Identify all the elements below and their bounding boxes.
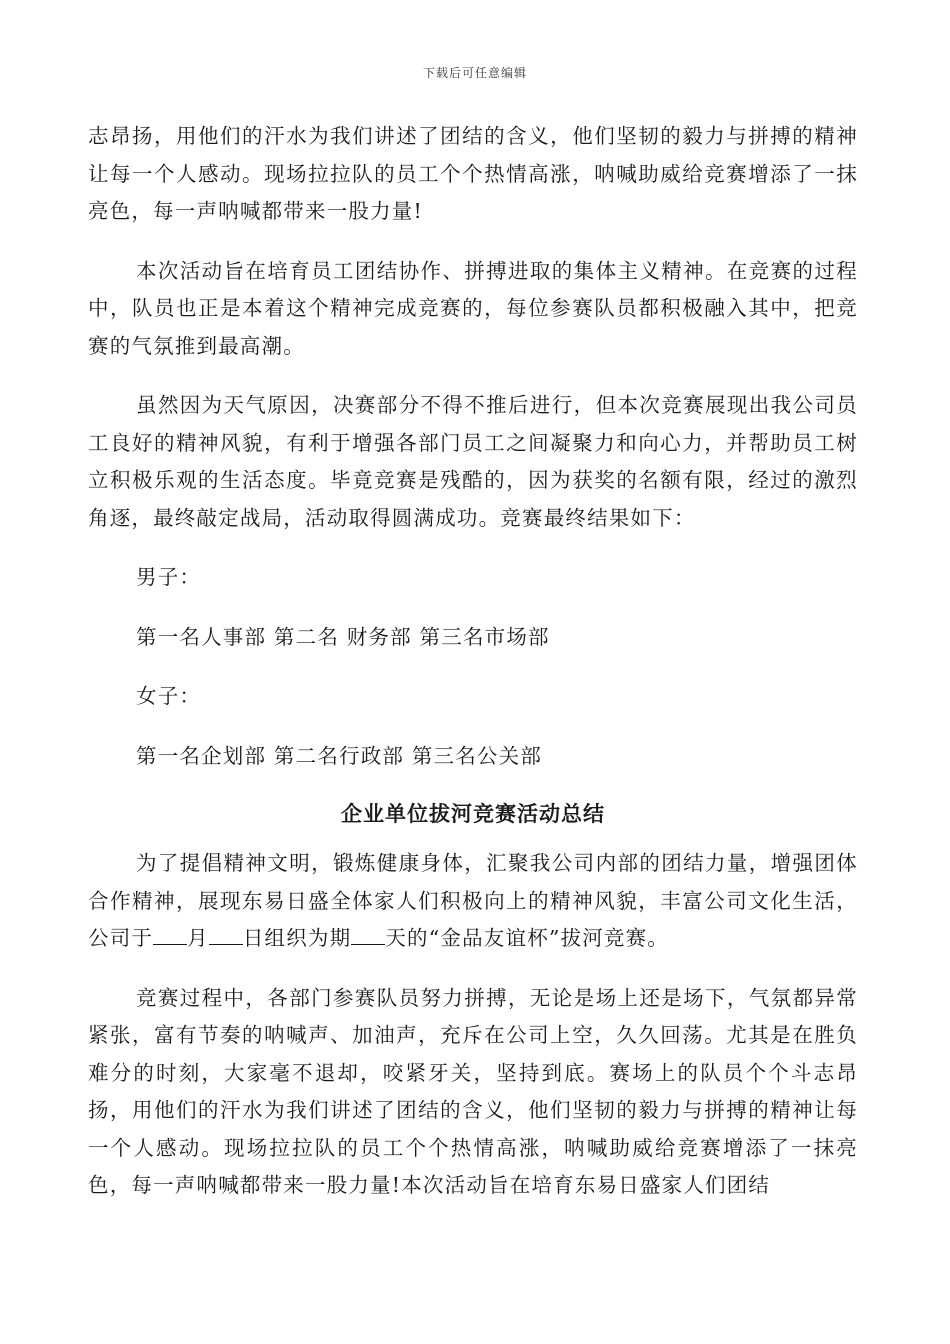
day-text: 日组织为期 (242, 926, 352, 950)
intro-text-end: 天的“金品友谊杯”拔河竞赛。 (385, 926, 670, 950)
month-blank (153, 924, 187, 945)
paragraph-continuation: 志昂扬，用他们的汗水为我们讲述了团结的含义，他们坚韧的毅力与拼搏的精神让每一个人感动。现场拉拉队的员工个个热情高涨，呐喊助威给竞赛增添了一抹亮色，每一声呐喊都带来一股力量! (88, 124, 858, 223)
duration-blank (351, 924, 385, 945)
paragraph-intro (88, 845, 858, 958)
men-label: 男子： (136, 565, 202, 589)
women-label: 女子： (136, 684, 202, 708)
women-results: 第一名企划部 第二名行政部 第三名公关部 (136, 743, 543, 768)
document-body (88, 118, 858, 1227)
page-header-note: 下载后可任意编辑 (422, 66, 527, 80)
paragraph-activity-purpose: 本次活动旨在培育员工团结协作、拼搏进取的集体主义精神。在竞赛的过程中，队员也正是本着这个精神完成竞赛的，每位参赛队员都积极融入其中，把竞赛的气氛推到最高潮。 (88, 258, 858, 358)
section-title: 企业单位拔河竞赛活动总结 (341, 801, 605, 826)
month-text: 月 (187, 926, 209, 950)
paragraph-competition-process: 竞赛过程中，各部门参赛队员努力拼搏，无论是场上还是场下，气氛都异常紧张，富有节奏的呐喊声、加油声，充斥在公司上空，久久回荡。尤其是在胜负难分的时刻，大家毫不退却，咬紧牙关，坚持到底。赛场上的队员个个斗志昂扬，用他们的汗水为我们讲述了团结的含义，他们坚韧的毅力与拼搏的精神让每一个人感动。现场拉拉队的员工个个热情高涨，呐喊助威给竞赛增添了一抹亮色，每一声呐喊都带来一股力量!本次活动旨在培育东易日盛家人们团结 (88, 985, 858, 1197)
men-results: 第一名人事部 第二名 财务部 第三名市场部 (136, 624, 550, 649)
day-blank (209, 924, 243, 945)
paragraph-results-intro: 虽然因为天气原因，决赛部分不得不推后进行，但本次竞赛展现出我公司员工良好的精神风貌，有利于增强各部门员工之间凝聚力和向心力，并帮助员工树立积极乐观的生活态度。毕竟竞赛是残酷的，因为获奖的名额有限，经过的激烈角逐，最终敲定战局，活动取得圆满成功。竞赛最终结果如下： (88, 393, 858, 530)
intro-text-start: 为了提倡精神文明，锻炼健康身体，汇聚我公司内部的团结力量，增强团体合作精神，展现东易日盛全体家人们积极向上的精神风貌，丰富公司文化生活，公司于 (88, 851, 858, 950)
